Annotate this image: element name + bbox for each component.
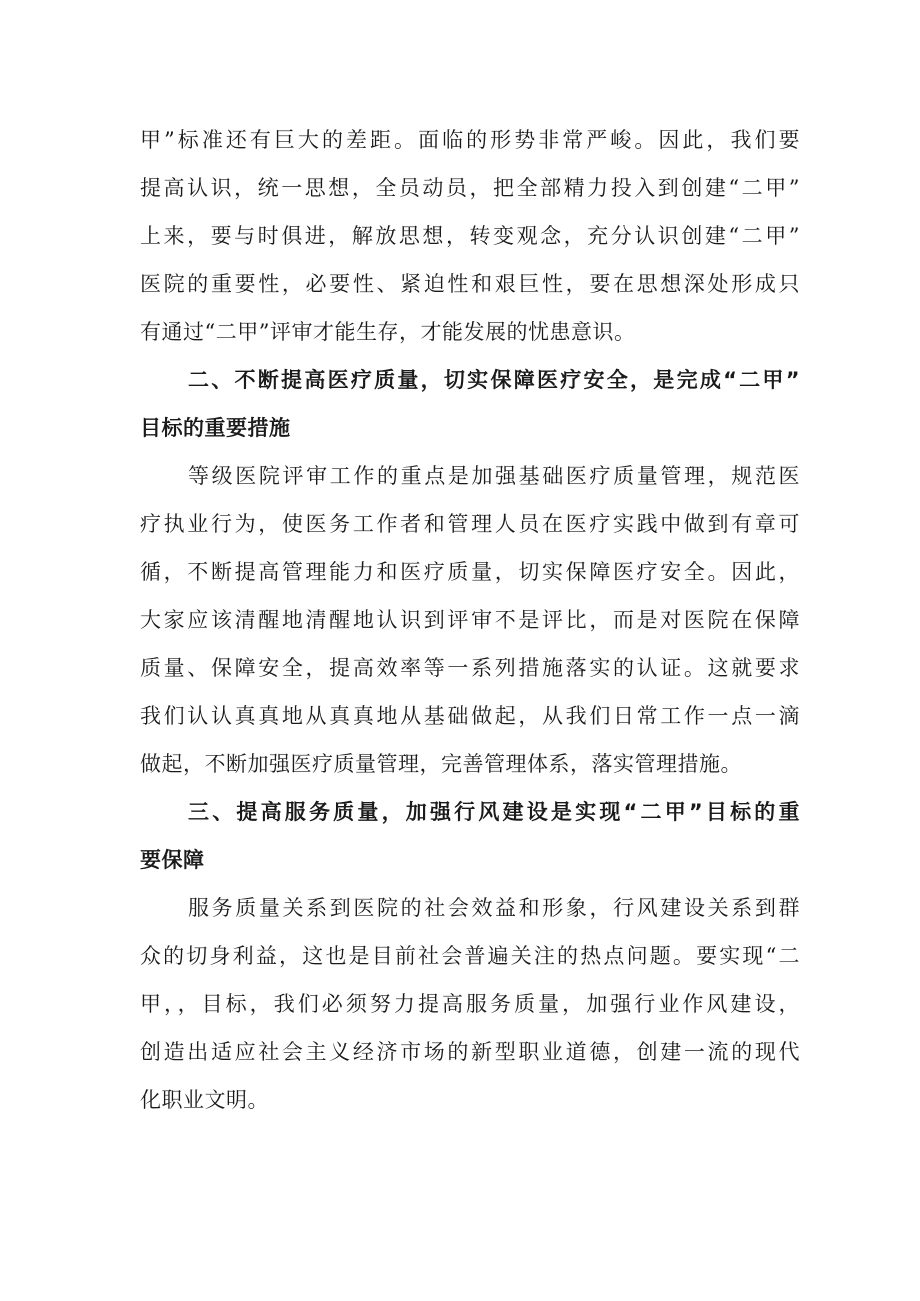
body-text-line: 提高认识，统一思想，全员动员，把全部精力投入到创建“二甲” [140, 176, 800, 200]
body-text-line: 医院的重要性，必要性、紧迫性和艰巨性，要在思想深处形成只 [140, 272, 800, 296]
body-text-line: 疗执业行为，使医务工作者和管理人员在医疗实践中做到有章可 [140, 512, 800, 536]
body-text-line: 服务质量关系到医院的社会效益和形象，行风建设关系到群 [188, 896, 800, 920]
body-text-line: 众的切身利益，这也是目前社会普遍关注的热点问题。要实现“二 [140, 944, 800, 968]
body-text-line: 化职业文明。 [140, 1088, 269, 1112]
body-text-line: 有通过“二甲”评审才能生存，才能发展的忧患意识。 [140, 320, 636, 344]
section-heading-3: 三、提高服务质量，加强行风建设是实现“二甲”目标的重 [188, 800, 800, 824]
body-text-line: 质量、保障安全，提高效率等一系列措施落实的认证。这就要求 [140, 656, 800, 680]
body-text-line: 我们认认真真地从真真地从基础做起，从我们日常工作一点一滴 [140, 704, 800, 728]
body-text-line: 等级医院评审工作的重点是加强基础医疗质量管理，规范医 [188, 464, 800, 488]
section-heading-2-continued: 目标的重要措施 [140, 416, 291, 440]
body-text-line: 创造出适应社会主义经济市场的新型职业道德，创建一流的现代 [140, 1040, 800, 1064]
body-text-line: 甲”标准还有巨大的差距。面临的形势非常严峻。因此，我们要 [140, 128, 800, 152]
section-heading-3-continued: 要保障 [140, 848, 205, 872]
section-heading-2: 二、不断提高医疗质量，切实保障医疗安全，是完成“二甲” [188, 368, 800, 392]
body-text-line: 上来，要与时俱进，解放思想，转变观念，充分认识创建“二甲” [140, 224, 800, 248]
body-text-line: 做起，不断加强医疗质量管理，完善管理体系，落实管理措施。 [140, 752, 742, 776]
body-text-line: 甲，，目标，我们必须努力提高服务质量，加强行业作风建设， [140, 992, 800, 1016]
body-text-line: 循，不断提高管理能力和医疗质量，切实保障医疗安全。因此， [140, 560, 800, 584]
body-text-line: 大家应该清醒地清醒地认识到评审不是评比，而是对医院在保障 [140, 608, 800, 632]
